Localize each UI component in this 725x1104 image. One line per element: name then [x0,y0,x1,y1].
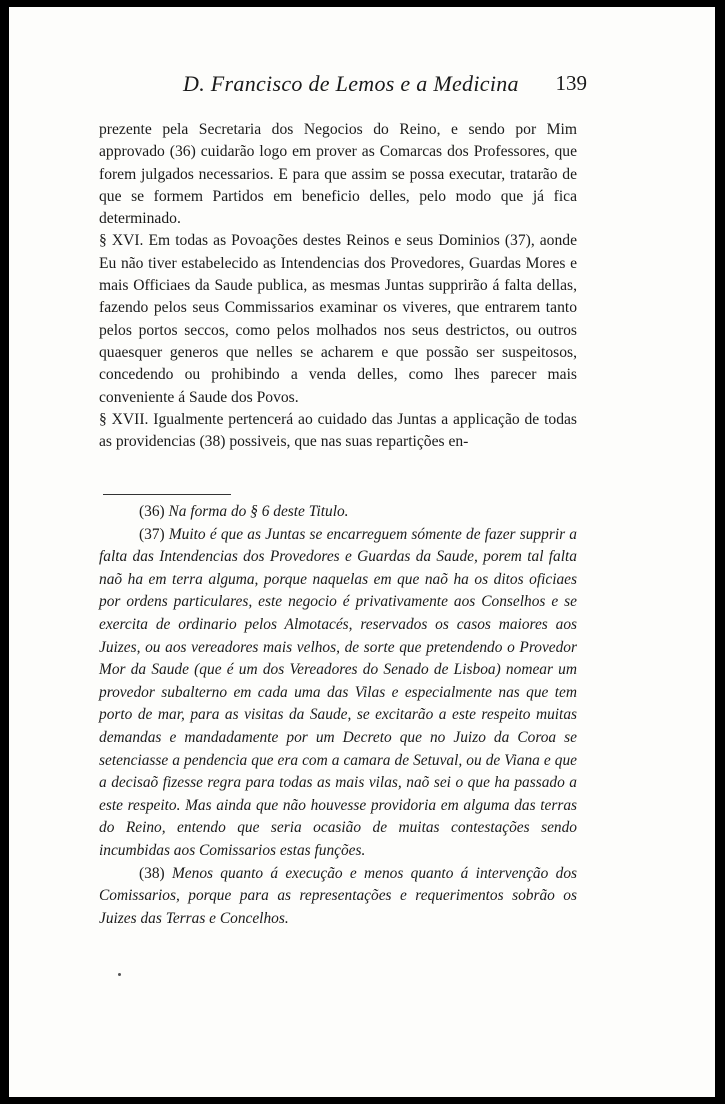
print-speck [118,973,121,976]
footnote-text: Menos quanto á execução e menos quanto á intervenção dos Comissarios, porque para as representações e requerimentos sobrão os Juizes das Terras e Concelhos. [99,864,578,927]
body-paragraph: prezente pela Secretaria dos Negocios do Reino, e sendo por Mim approvado (36) cuidarão logo em prover as Comarcas dos Professores, que forem julgados necessarios. E para que assim se possa executar, tratarão de que se formem Partidos em beneficio delles, pelo modo que já fica determinado. [99,121,577,228]
body-paragraph: § XVI. Em todas as Povoações destes Reinos e seus Dominios (37), aonde Eu não tiver estabelecido as Intendencias dos Provedores, Guardas Mores e mais Officiaes da Saude publica, as mesmas Juntas supprirão á falta dellas, fazendo pelos seus Commissarios examinar os viveres, que entrarem tanto pelos portos seccos, como pelos molhados nos seus destrictos, ou outros quaesquer generos que nelles se acharem e que possão ser suspeitosos, concedendo ou prohibindo a venda delles, como lhes parecer mais conveniente á Saude dos Povos. [99,232,577,406]
footnote [99,863,577,931]
footnotes [99,501,577,930]
footnote [99,501,577,524]
page-header [99,71,587,101]
body-text [99,119,577,453]
footnote-divider [103,494,231,495]
footnote-number: (38) [139,864,165,882]
running-title: D. Francisco de Lemos e a Medicina [183,71,519,96]
body-paragraph: § XVII. Igualmente pertencerá ao cuidado das Juntas a applicação de todas as providencias (38) possiveis, que nas suas repartições en- [99,410,577,451]
footnote-text: Muito é que as Juntas se encarreguem sómente de fazer supprir a falta das Intendencias dos Provedores e Guardas da Saude, porem tal falta naõ ha em terra alguma, porque naquelas em que naõ ha os ditos oficiaes por ordens particulares, este negocio é privativamente aos Conselhos e se exercita de ordinario pelos Almotacés, reservados os casos maiores aos Juizes, ou aos vereadores mais velhos, de sorte que pretendendo o Provedor Mor da Saude (que é um dos Vereadores do Senado de Lisboa) nomear um provedor subalterno em cada uma das Vilas e especialmente nas que tem porto de mar, para as visitas da Saude, se excitarão a este respeito muitas demandas e mandadamente por um Decreto que no Juizo da Coroa se setenciasse a pendencia que era com a camara de Setuval, ou de Viana e que a decisaõ fizesse regra para todas as mais vilas, naõ sei o que ha passado a este respeito. Mas ainda que não houvesse providoria em alguma das terras do Reino, entendo que seria ocasião de muitas contestações sendo incumbidas aos Comissarios estas funções. [99,525,577,859]
footnote-number: (36) [139,503,165,520]
footnote [99,524,577,863]
footnote-text: Na forma do § 6 deste Titulo. [168,503,349,520]
footnote-number: (37) [139,525,165,543]
page-number: 139 [555,71,587,95]
